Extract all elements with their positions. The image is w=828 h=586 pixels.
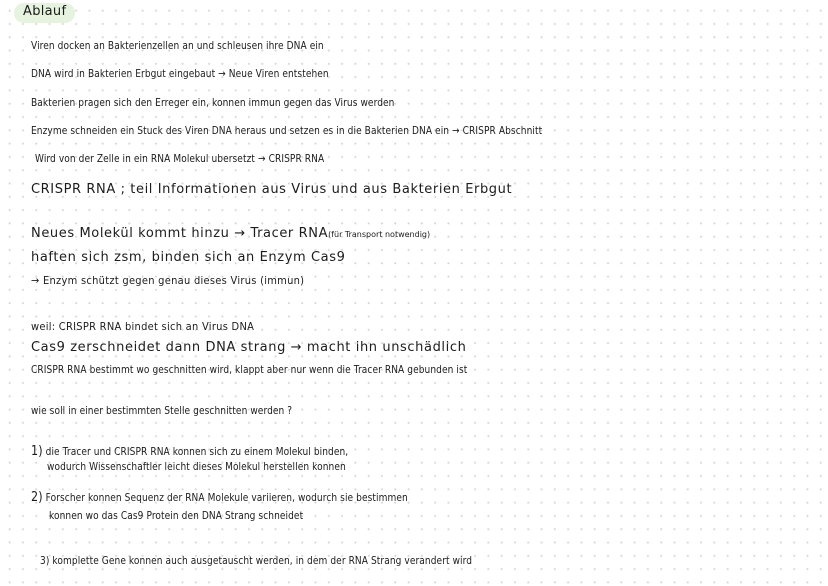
- note-line: Enzyme schneiden ein Stuck des Viren DNA heraus und setzen es in die Bakterien DNA ein → CRISPR Abschnitt: [31, 125, 543, 137]
- note-line: Viren docken an Bakterienzellen an und schleusen ihre DNA ein: [31, 40, 324, 52]
- note-line-large: [31, 226, 430, 241]
- note-line-large: haften sich zsm, binden sich an Enzym Cas9: [31, 250, 346, 265]
- list-text: die Tracer und CRISPR RNA konnen sich zu einem Molekul binden,: [45, 446, 349, 458]
- note-line: → Enzym schützt gegen genau dieses Virus (immun): [31, 274, 305, 287]
- note-annotation: (für Transport notwendig): [328, 230, 431, 239]
- note-line: Bakterien pragen sich den Erreger ein, konnen immun gegen das Virus werden: [31, 97, 395, 109]
- note-line: Wird von der Zelle in ein RNA Molekul ubersetzt → CRISPR RNA: [35, 153, 325, 165]
- question-line: wie soll in einer bestimmten Stelle geschnitten werden ?: [31, 405, 293, 417]
- note-text: Neues Molekül kommt hinzu → Tracer RNA: [31, 226, 329, 241]
- note-line-large: Cas9 zerschneidet dann DNA strang → macht ihn unschädlich: [31, 340, 467, 355]
- list-number: 2): [31, 490, 43, 505]
- list-item: 3) komplette Gene konnen auch ausgetauscht werden, in dem der RNA Strang verandert wird: [40, 555, 473, 567]
- list-item: [31, 444, 348, 459]
- note-line: DNA wird in Bakterien Erbgut eingebaut → Neue Viren entstehen: [31, 68, 329, 80]
- note-line: weil: CRISPR RNA bindet sich an Virus DNA: [31, 320, 255, 333]
- note-line-large: CRISPR RNA ; teil Informationen aus Virus und aus Bakterien Erbgut: [31, 182, 513, 197]
- list-item: [31, 490, 408, 505]
- list-item-continuation: wodurch Wissenschaftler leicht dieses Molekul herstellen konnen: [47, 461, 346, 473]
- list-item-continuation: konnen wo das Cas9 Protein den DNA Strang schneidet: [49, 510, 304, 522]
- page-title: Ablauf: [14, 3, 75, 23]
- note-line: CRISPR RNA bestimmt wo geschnitten wird, klappt aber nur wenn die Tracer RNA gebunden ist: [31, 364, 468, 376]
- list-number: 1): [31, 444, 43, 459]
- list-text: Forscher konnen Sequenz der RNA Molekule variieren, wodurch sie bestimmen: [45, 492, 408, 504]
